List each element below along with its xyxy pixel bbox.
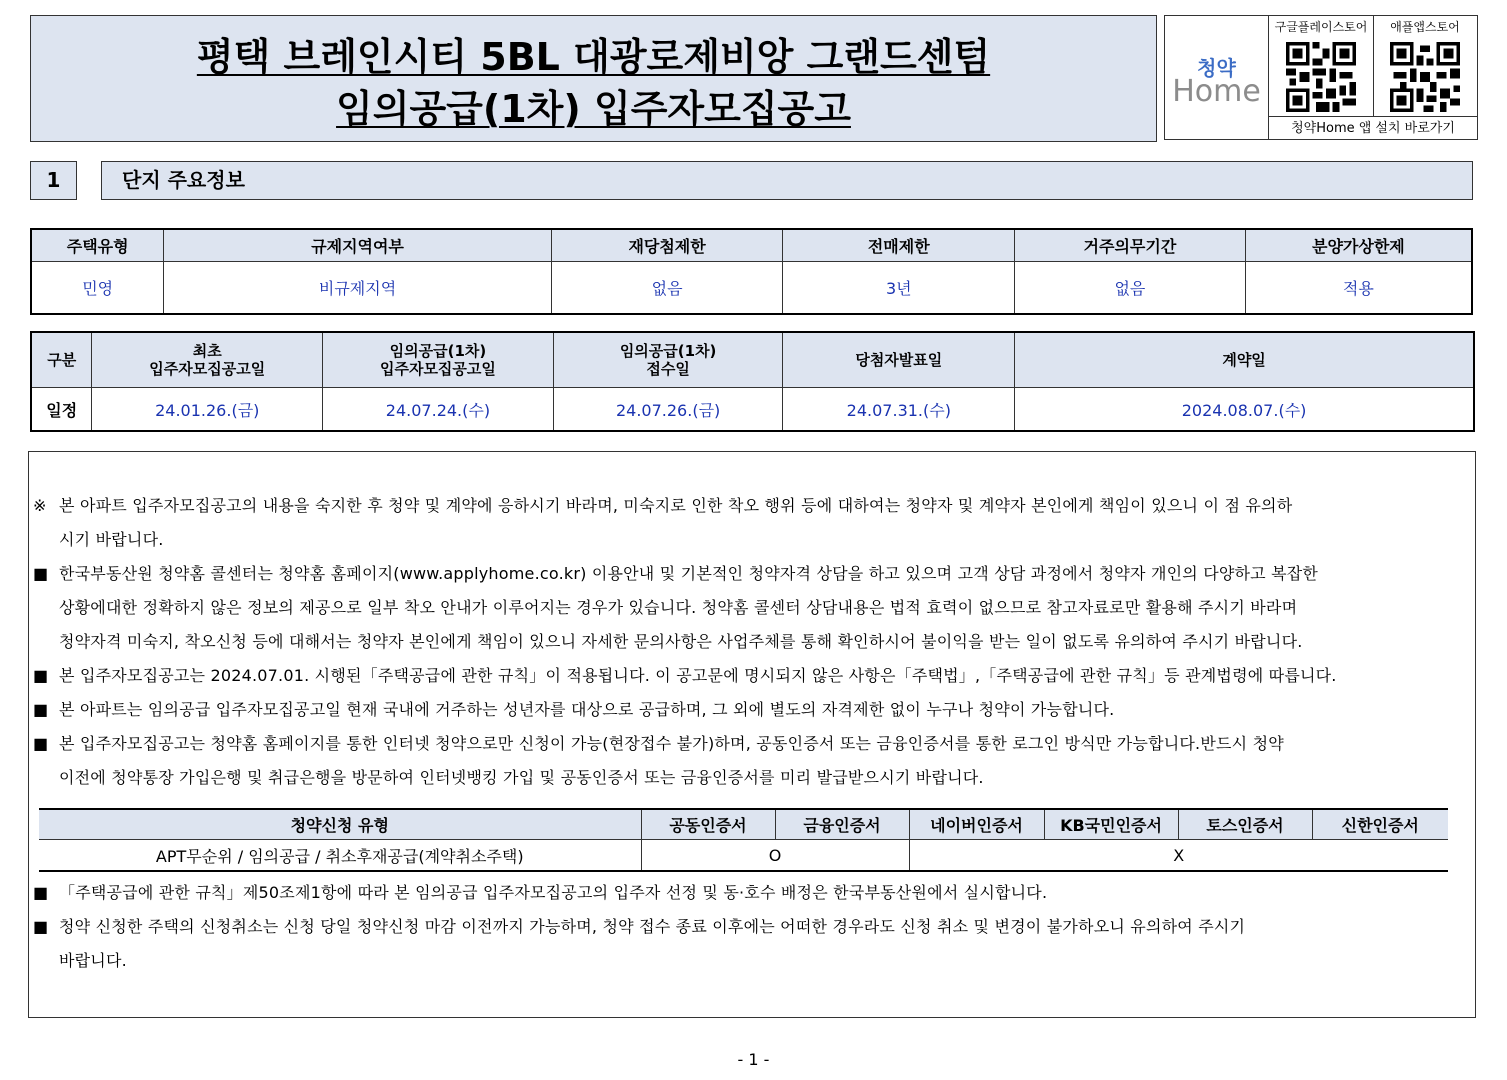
header-contract-date: 계약일 — [1015, 332, 1474, 388]
header-residence-duty: 거주의무기간 — [1015, 229, 1246, 262]
section-number: 1 — [30, 161, 77, 200]
apple-store-qr[interactable] — [1373, 16, 1477, 116]
app-install-link[interactable]: 청약Home 앱 설치 바로가기 — [1269, 116, 1477, 140]
notice-box — [28, 451, 1476, 1018]
header-housing-type: 주택유형 — [31, 229, 164, 262]
table-header-row — [39, 809, 1448, 840]
value-resale-limit: 3년 — [783, 262, 1015, 315]
header-price-cap: 분양가상한제 — [1245, 229, 1472, 262]
value-price-cap: 적용 — [1245, 262, 1472, 315]
header-random-notice: 임의공급(1차) 입주자모집공고일 — [323, 332, 554, 388]
table-row — [31, 262, 1472, 315]
header-naver-cert: 네이버인증서 — [909, 809, 1044, 840]
notice-paragraph: ■ 본 입주자모집공고는 2024.07.01. 시행된「주택공급에 관한 규칙」이 적용됩니다. 이 공고문에 명시되지 않은 사항은「주택법」,「주택공급에 관한 규칙」등 관계법령에 따릅니다. — [33, 659, 1463, 693]
table-header-row — [31, 229, 1472, 262]
header-category: 구분 — [31, 332, 92, 388]
qr-code-icon — [1390, 42, 1460, 112]
header-toss-cert: 토스인증서 — [1178, 809, 1312, 840]
notice-paragraph: ※ 본 아파트 입주자모집공고의 내용을 숙지한 후 청약 및 계약에 응하시기 바라며, 미숙지로 인한 착오 행위 등에 대하여는 청약자 및 계약자 본인에게 책임이 있으니 이 점 유의하 시기 바랍니다. — [33, 489, 1463, 557]
google-play-label: 구글플레이스토어 — [1274, 20, 1368, 34]
title-box — [30, 15, 1157, 142]
date-contract: 2024.08.07.(수) — [1015, 388, 1474, 432]
notice-paragraph: ■ 청약 신청한 주택의 신청취소는 신청 당일 청약신청 마감 이전까지 가능하며, 청약 접수 종료 이후에는 어떠한 경우라도 신청 취소 및 변경이 불가하오니 유의하여 주시기 바랍니다. — [33, 910, 1463, 978]
complex-info-table — [30, 228, 1473, 315]
reference-mark: ※ — [33, 496, 47, 515]
value-residence-duty: 없음 — [1015, 262, 1246, 315]
header-first-notice: 최초 입주자모집공고일 — [92, 332, 323, 388]
date-first-notice: 24.01.26.(금) — [92, 388, 323, 432]
certificate-table — [39, 808, 1448, 872]
header-joint-cert: 공동인증서 — [641, 809, 775, 840]
value-housing-type: 민영 — [31, 262, 164, 315]
title-line-1: 평택 브레인시티 5BL 대광로제비앙 그랜드센텀 — [196, 35, 991, 79]
page-number: - 1 - — [737, 1050, 770, 1069]
section-title: 단지 주요정보 — [101, 161, 1473, 200]
applyhome-logo: 청약 Home — [1165, 16, 1269, 139]
table-row — [31, 388, 1474, 432]
application-type-value: APT무순위 / 임의공급 / 취소후재공급(계약취소주택) — [39, 840, 641, 872]
schedule-table — [30, 331, 1475, 432]
header-shinhan-cert: 신한인증서 — [1312, 809, 1448, 840]
notice-paragraph: ■ 한국부동산원 청약홈 콜센터는 청약홈 홈페이지(www.applyhome.co.kr) 이용안내 및 기본적인 청약자격 상담을 하고 있으며 고객 상담 과정에서 청약자 개인의 다양하고 복잡한 상황에대한 정확하지 않은 정보의 제공으로 일부 착오 안내가 이루어지는 경우가 있습니다. 청약홈 콜센터 상담내용은 법적 효력이 없으므로 참고자료로만 활용해 주시기 바라며 청약자격 미숙지, 착오신청 등에 대해서는 청약자 본인에게 책임이 있으니 자세한 문의사항은 사업주체를 통해 확인하시어 불이익을 받는 일이 없도록 유의하여 주시기 바랍니다. — [33, 557, 1463, 659]
header-regulation: 규제지역여부 — [164, 229, 551, 262]
date-random-notice: 24.07.24.(수) — [323, 388, 554, 432]
bullet-icon: ■ — [33, 700, 49, 719]
value-rewin-limit: 없음 — [551, 262, 783, 315]
title-line-2: 임의공급(1차) 입주자모집공고 — [336, 87, 851, 131]
header-kb-cert: KB국민인증서 — [1044, 809, 1178, 840]
header-financial-cert: 금융인증서 — [775, 809, 909, 840]
row-label-schedule: 일정 — [31, 388, 92, 432]
date-random-receipt: 24.07.26.(금) — [553, 388, 783, 432]
value-regulation: 비규제지역 — [164, 262, 551, 315]
header-application-type: 청약신청 유형 — [39, 809, 641, 840]
table-row — [39, 840, 1448, 872]
header-random-receipt: 임의공급(1차) 접수일 — [553, 332, 783, 388]
notice-paragraph: ■ 본 아파트는 임의공급 입주자모집공고일 현재 국내에 거주하는 성년자를 대상으로 공급하며, 그 외에 별도의 자격제한 없이 누구나 청약이 가능합니다. — [33, 693, 1463, 727]
app-install-box[interactable] — [1164, 15, 1478, 140]
unsupported-mark: X — [909, 840, 1448, 872]
apple-store-label: 애플앱스토어 — [1390, 20, 1460, 34]
bullet-icon: ■ — [33, 564, 49, 583]
header-resale-limit: 전매제한 — [783, 229, 1015, 262]
bullet-icon: ■ — [33, 734, 49, 753]
header-winner-announce: 당첨자발표일 — [783, 332, 1015, 388]
table-header-row — [31, 332, 1474, 388]
date-winner-announce: 24.07.31.(수) — [783, 388, 1015, 432]
qr-code-icon — [1286, 42, 1356, 112]
bullet-icon: ■ — [33, 666, 49, 685]
bullet-icon: ■ — [33, 883, 49, 902]
supported-mark: O — [641, 840, 909, 872]
notice-paragraph: ■ 본 입주자모집공고는 청약홈 홈페이지를 통한 인터넷 청약으로만 신청이 가능(현장접수 불가)하며, 공동인증서 또는 금융인증서를 통한 로그인 방식만 가능합니다.반드시 청약 이전에 청약통장 가입은행 및 취급은행을 방문하여 인터넷뱅킹 가입 및 공동인증서 또는 금융인증서를 미리 발급받으시기 바랍니다. — [33, 727, 1463, 795]
header-rewin-limit: 재당첨제한 — [551, 229, 783, 262]
notice-paragraph: ■ 「주택공급에 관한 규칙」제50조제1항에 따라 본 임의공급 입주자모집공고의 입주자 선정 및 동·호수 배정은 한국부동산원에서 실시합니다. — [33, 876, 1463, 910]
bullet-icon: ■ — [33, 917, 49, 936]
google-play-qr[interactable] — [1269, 16, 1374, 116]
